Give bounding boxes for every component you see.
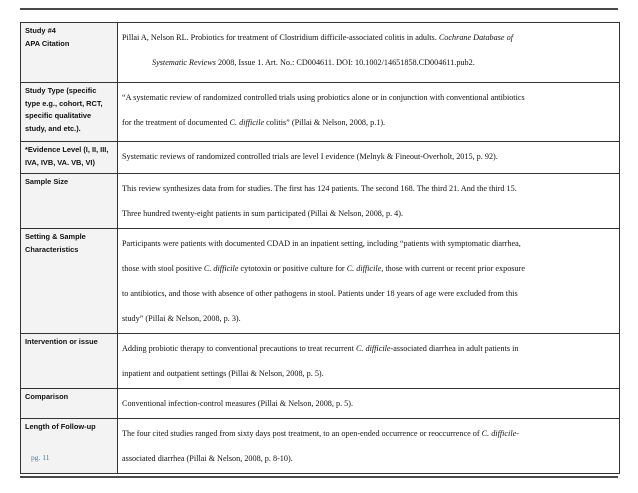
row-label: Length of Follow-up [21, 419, 118, 474]
row-label-text: Study #4 [25, 26, 56, 35]
citation-details: 2008, Issue 1. Art. No.: CD004611. DOI: 10.1002/14651858.CD004611.pub2. [215, 58, 475, 67]
row-label: Sample Size [21, 174, 118, 229]
value-text: The four cited studies ranged from sixty days post treatment, to an open-ended occurrence or reoccurrence of [122, 429, 482, 438]
table-row [21, 229, 620, 334]
row-label: Setting & Sample Characteristics [21, 229, 118, 334]
row-value [118, 334, 620, 389]
value-text: cytotoxin or positive culture for [238, 264, 347, 273]
value-italic: C. difficile [203, 264, 239, 273]
value-text: -associated diarrhea in adult patients in [390, 344, 519, 353]
value-text: Participants were patients with documented CDAD in an inpatient setting, including “patients with symptomatic diarrhea, [122, 239, 521, 248]
table-row [21, 334, 620, 389]
study-table [20, 22, 620, 474]
citation-journal: Cochrane Database of [438, 33, 513, 42]
value-text: Adding probiotic therapy to conventional precautions to treat recurrent [122, 344, 356, 353]
value-text: those with stool positive [122, 264, 204, 273]
value-italic: C. difficile [481, 429, 517, 438]
value-text: for the treatment of documented [122, 118, 230, 127]
row-label [21, 23, 118, 83]
table-row [21, 83, 620, 142]
row-value: Conventional infection-control measures (Pillai & Nelson, 2008, p. 5). [118, 389, 620, 419]
value-text: “A systematic review of randomized controlled trials using probiotics alone or in conjunction with conventional antibiotics [122, 93, 525, 102]
page-number: pg. 11 [31, 453, 50, 462]
row-value [118, 419, 620, 474]
bottom-rule [20, 476, 618, 478]
value-text: , those with current or recent prior exposure [381, 264, 525, 273]
value-text: - [516, 429, 519, 438]
row-value: Systematic reviews of randomized controlled trials are level I evidence (Melnyk & Fineout-Overholt, 2015, p. 92). [118, 142, 620, 174]
row-label: *Evidence Level (I, II, III, IVA, IVB, VA. VB, VI) [21, 142, 118, 174]
value-italic: C. difficile [346, 264, 382, 273]
value-text: This review synthesizes data from for studies. The first has 124 patients. The second 168. The third 21. And the third 15. [122, 184, 517, 193]
row-value [118, 174, 620, 229]
citation-journal-cont: Systematic Reviews [152, 58, 216, 67]
top-rule [20, 8, 618, 10]
citation-text: Pillai A, Nelson RL. Probiotics for treatment of Clostridium difficile-associated colitis in adults. [122, 33, 439, 42]
table-row [21, 419, 620, 474]
row-value [118, 229, 620, 334]
table-row [21, 389, 620, 419]
value-italic: C. difficile [355, 344, 391, 353]
row-label-subtext: APA Citation [25, 38, 70, 48]
row-value [118, 83, 620, 142]
value-text: Three hundred twenty-eight patients in sum participated (Pillai & Nelson, 2008, p. 4). [122, 209, 404, 218]
value-text: study” (Pillai & Nelson, 2008, p. 3). [122, 314, 241, 323]
row-label: Comparison [21, 389, 118, 419]
table-row [21, 142, 620, 174]
table-row [21, 23, 620, 83]
value-text: associated diarrhea (Pillai & Nelson, 2008, p. 8-10). [122, 454, 293, 463]
row-value [118, 23, 620, 83]
value-text: to antibiotics, and those with absence of other pathogens in stool. Patients under 18 years of age were excluded from this [122, 289, 518, 298]
row-label: Intervention or issue [21, 334, 118, 389]
value-italic: C. difficile [229, 118, 265, 127]
row-label: Study Type (specific type e.g., cohort, RCT, specific qualitative study, and etc.). [21, 83, 118, 142]
value-text: inpatient and outpatient settings (Pillai & Nelson, 2008, p. 5). [122, 369, 324, 378]
table-row [21, 174, 620, 229]
value-text: colitis” (Pillai & Nelson, 2008, p.1). [264, 118, 386, 127]
